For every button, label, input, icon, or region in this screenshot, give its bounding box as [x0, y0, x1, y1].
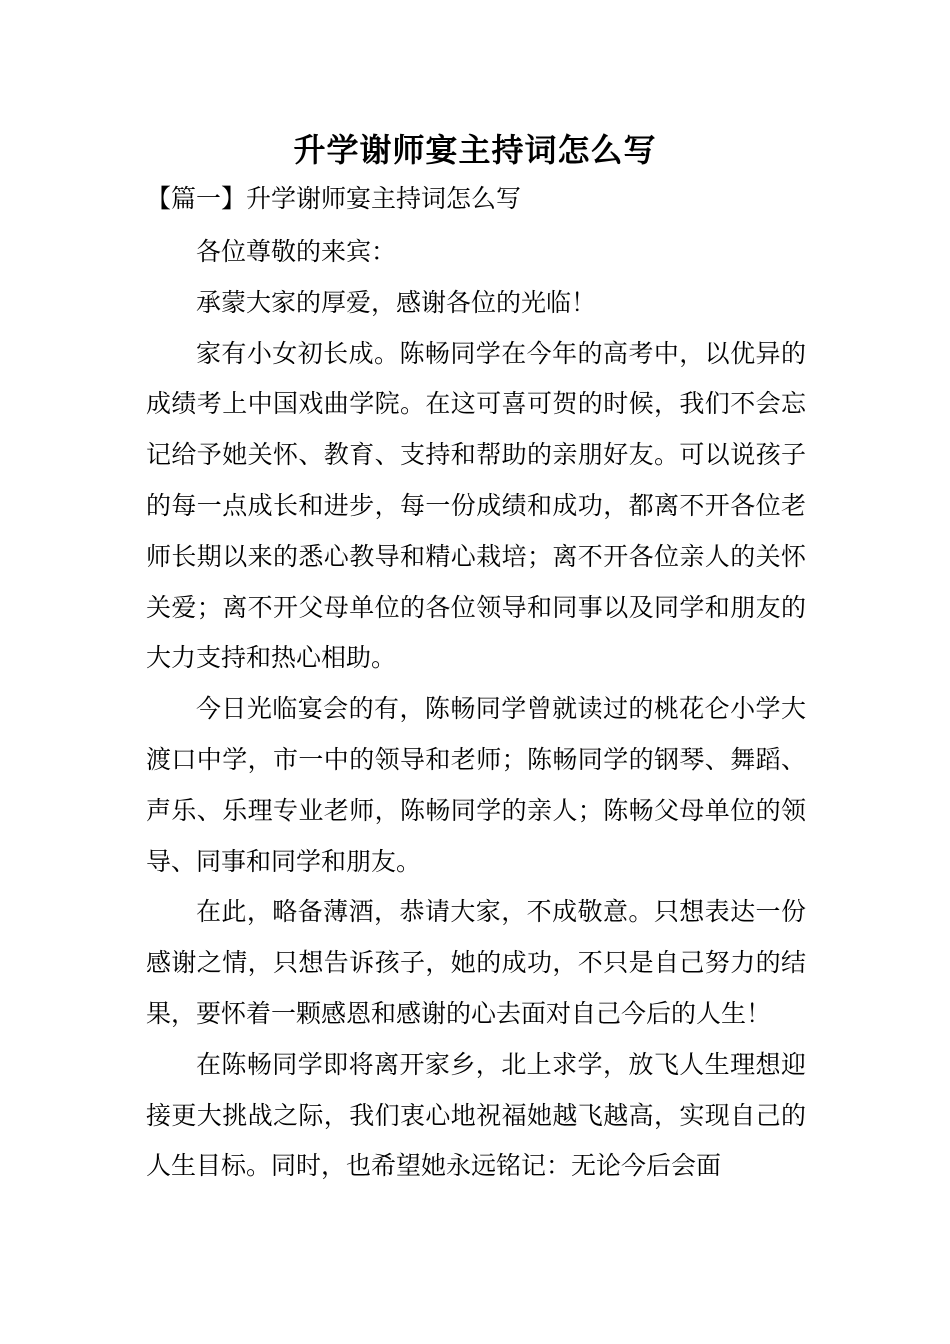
paragraph-guests: 今日光临宴会的有，陈畅同学曾就读过的桃花仑小学大渡口中学，市一中的领导和老师；陈畅同学的钢琴、舞蹈、声乐、乐理专业老师，陈畅同学的亲人；陈畅父母单位的领导、同事和同学和朋友。	[146, 694, 806, 876]
paragraph-greeting: 各位尊敬的来宾：	[196, 237, 397, 266]
section-heading: 【篇一】升学谢师宴主持词怎么写	[146, 184, 522, 213]
document-body	[146, 227, 806, 1192]
document-title: 升学谢师宴主持词怎么写	[293, 131, 657, 169]
paragraph-achievement: 家有小女初长成。陈畅同学在今年的高考中，以优异的成绩考上中国戏曲学院。在这可喜可贺的时候，我们不会忘记给予她关怀、教育、支持和帮助的亲朋好友。可以说孩子的每一点成长和进步，每一份成绩和成功，都离不开各位老师长期以来的悉心教导和精心栽培；离不开各位亲人的关怀关爱；离不开父母单位的各位领导和同事以及同学和朋友的大力支持和热心相助。	[146, 338, 806, 673]
paragraph-thanks: 承蒙大家的厚爱，感谢各位的光临！	[196, 287, 597, 317]
paragraph-wishes: 在陈畅同学即将离开家乡，北上求学，放飞人生理想迎接更大挑战之际，我们衷心地祝福她越飞越高，实现自己的人生目标。同时，也希望她永远铭记：无论今后会面	[146, 1049, 806, 1181]
paragraph-toast: 在此，略备薄酒，恭请大家，不成敬意。只想表达一份感谢之情，只想告诉孩子，她的成功，不只是自己努力的结果，要怀着一颗感恩和感谢的心去面对自己今后的人生！	[146, 897, 806, 1028]
